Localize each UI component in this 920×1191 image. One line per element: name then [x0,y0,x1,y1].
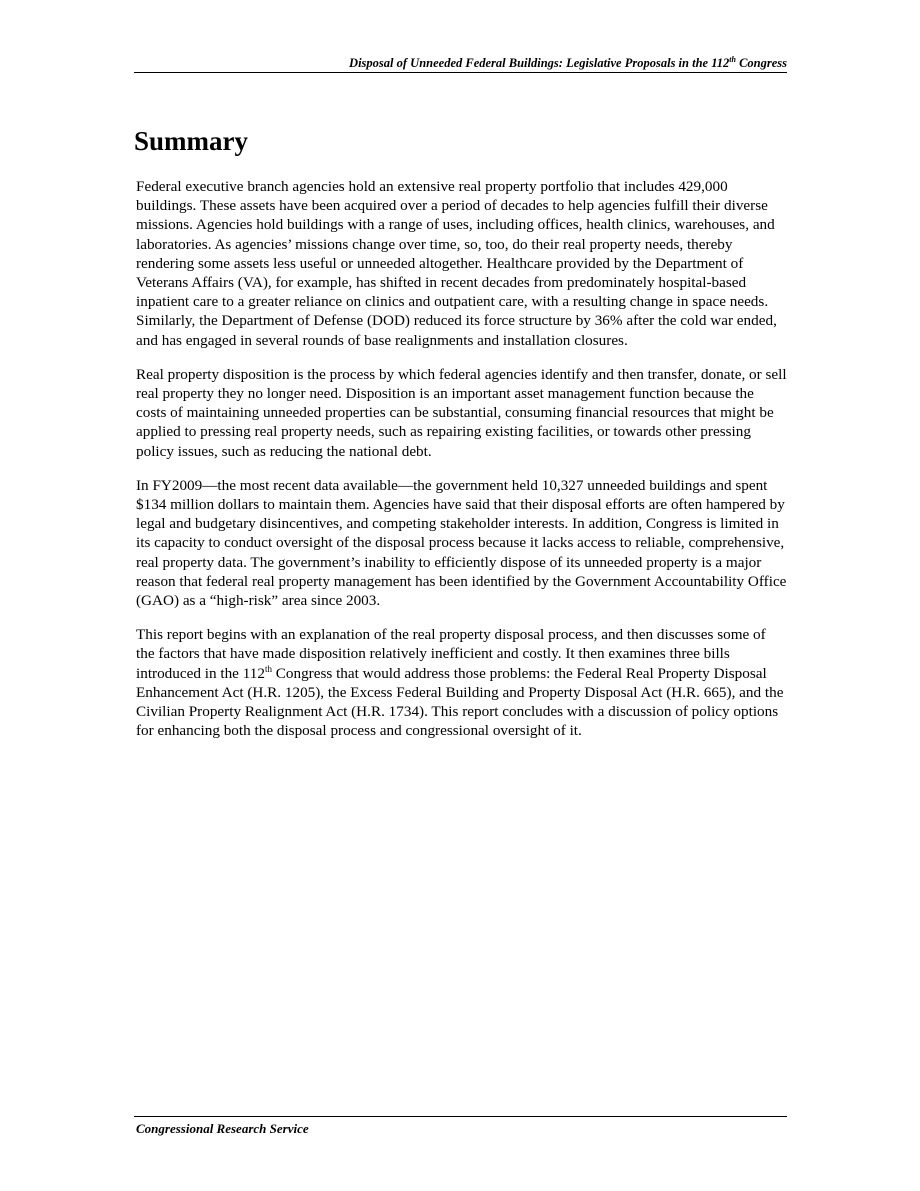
paragraph-4-suffix: Congress that would address those problems: the Federal Real Property Disposal Enhancement Act (H.R. 1205), the Excess Federal Building and Property Disposal Act (H.R. 665), and the Civilian Property Realignment Act (H.R. 1734). This report concludes with a discussion of policy options for enhancing both the disposal process and congressional oversight of it. [136,664,784,740]
summary-paragraph-1: Federal executive branch agencies hold an extensive real property portfolio that includes 429,000 buildings. These assets have been acquired over a period of decades to help agencies fulfill their diverse missions. Agencies hold buildings with a range of uses, including offices, health clinics, warehouses, and laboratories. As agencies’ missions change over time, so, too, do their real property needs, thereby rendering some assets less useful or unneeded altogether. Healthcare provided by the Department of Veterans Affairs (VA), for example, has shifted in recent decades from predominately hospital-based inpatient care to a greater reliance on clinics and outpatient care, with a resulting change in space needs. Similarly, the Department of Defense (DOD) reduced its force structure by 36% after the cold war ended, and has engaged in several rounds of base realignments and installation closures. [136,178,777,349]
page-title: Summary [134,126,248,156]
running-header-superscript: th [729,54,736,64]
running-footer: Congressional Research Service [136,1121,309,1136]
summary-paragraph-2: Real property disposition is the process by which federal agencies identify and then transfer, donate, or sell real property they no longer need. Disposition is an important asset management function because the costs of maintaining unneeded properties can be substantial, consuming financial resources that might be applied to pressing real property needs, such as repairing existing facilities, or towards other pressing policy issues, such as reducing the national debt. [136,365,787,460]
summary-paragraph-3: In FY2009—the most recent data available—the government held 10,327 unneeded buildings and spent $134 million dollars to maintain them. Agencies have said that their disposal efforts are often hampered by legal and budgetary disincentives, and competing stakeholder interests. In addition, Congress is limited in its capacity to conduct oversight of the disposal process because it lacks access to reliable, comprehensive, real property data. The government’s inability to efficiently dispose of its unneeded property is a major reason that federal real property management has been identified by the Government Accountability Office (GAO) as a “high-risk” area since 2003. [136,476,787,610]
running-header-suffix: Congress [735,56,787,70]
footer-divider [134,1116,787,1117]
summary-body [136,177,788,755]
header-divider [134,72,787,73]
paragraph-4-prefix: This report begins with an explanation of the real property disposal process, and then discusses some of the factors that have made disposition relatively inefficient and costly. It then examines three bills introduced in the 112 [136,626,766,682]
running-header-prefix: Disposal of Unneeded Federal Buildings: Legislative Proposals in the 112 [349,56,730,70]
paragraph-4-superscript: th [264,663,272,674]
summary-paragraph-4 [136,625,788,740]
